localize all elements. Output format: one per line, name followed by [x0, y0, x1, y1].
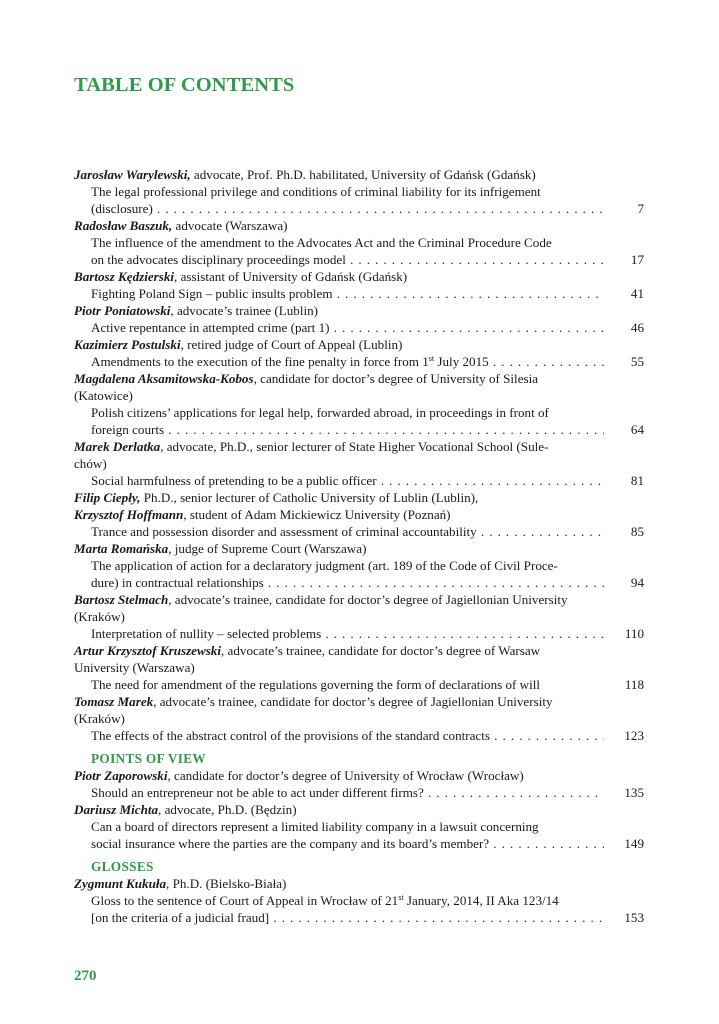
author-name: Bartosz Stelmach — [74, 592, 169, 607]
entry-title-text: Active repentance in attempted crime (part 1) . . . — [91, 320, 644, 335]
entry-page-number: 110 — [604, 625, 644, 642]
entry-title-text: social insurance where the parties are the company and its board’s member? . . . — [91, 836, 644, 851]
entry-page-number: 17 — [604, 251, 644, 268]
entry-title-line — [91, 727, 644, 744]
entry-page-number: 94 — [604, 574, 644, 591]
entry-page-number: 41 — [604, 285, 644, 302]
section-heading-points-of-view: POINTS OF VIEW — [91, 751, 207, 766]
author-name: Krzysztof Hoffmann — [74, 507, 184, 522]
entry-title-text: dure) in contractual relationships . . . — [91, 575, 644, 590]
author-name: Dariusz Michta — [74, 802, 159, 817]
entry-title-line — [91, 285, 644, 302]
toc-author — [74, 438, 644, 455]
entry-title-line — [91, 625, 644, 642]
entry-page-number: 149 — [604, 835, 644, 852]
toc-entry[interactable] — [74, 784, 644, 801]
author-name: Bartosz Kędzierski — [74, 269, 175, 284]
entry-title-text: Social harmfulness of pretending to be a public officer . . . — [91, 473, 644, 488]
author-affiliation: , advocate’s trainee (Lublin) — [170, 303, 319, 318]
author-affiliation: , assistant of University of Gdańsk (Gdańsk) — [174, 269, 408, 284]
toc-author-continued — [74, 455, 644, 472]
author-name: Jarosław Warylewski, — [74, 167, 191, 182]
entry-page-number: 153 — [604, 909, 644, 926]
entry-title-text: [on the criteria of a judicial fraud] . . . — [91, 910, 644, 925]
toc-author — [74, 801, 644, 818]
author-affiliation: advocate (Warszawa) — [172, 218, 288, 233]
author-affiliation: , advocate’s trainee, candidate for doctor’s degree of Jagiellonian University — [168, 592, 568, 607]
toc-author — [74, 875, 644, 892]
page-title: TABLE OF CONTENTS — [74, 74, 295, 96]
author-affiliation: chów) — [74, 456, 107, 471]
toc-entry[interactable] — [74, 557, 644, 591]
entry-title-text: Trance and possession disorder and assessment of criminal accountability . . . — [91, 524, 644, 539]
author-name: Filip Ciepły, — [74, 490, 141, 505]
entry-title-text: Should an entrepreneur not be able to act under different firms? . . . — [91, 785, 644, 800]
entry-title-line — [91, 574, 644, 591]
section-heading-glosses: GLOSSES — [91, 859, 154, 874]
author-affiliation: (Katowice) — [74, 388, 133, 403]
toc-entry[interactable] — [74, 319, 644, 336]
author-affiliation: Ph.D., senior lecturer of Catholic University of Lublin (Lublin), — [140, 490, 479, 505]
author-name: Marta Romańska — [74, 541, 169, 556]
author-name: Radosław Baszuk, — [74, 218, 173, 233]
author-name: Zygmunt Kukuła — [74, 876, 167, 891]
toc-entry[interactable] — [74, 625, 644, 642]
author-name: Piotr Poniatowski — [74, 303, 171, 318]
entry-title-text: Interpretation of nullity – selected problems . . . — [91, 626, 644, 641]
entry-title-line — [91, 784, 644, 801]
entry-page-number: 64 — [604, 421, 644, 438]
toc-entry[interactable] — [74, 892, 644, 926]
entry-title-line — [91, 523, 644, 540]
toc-entry[interactable] — [74, 183, 644, 217]
entry-title-line — [91, 251, 644, 268]
toc-author — [74, 217, 644, 234]
entry-title-line — [91, 421, 644, 438]
author-affiliation: , advocate’s trainee, candidate for doctor’s degree of Jagiellonian University — [153, 694, 553, 709]
author-name: Kazimierz Postulski — [74, 337, 181, 352]
page-number: 270 — [74, 968, 97, 984]
entry-title-line — [91, 353, 644, 370]
author-name: Piotr Zaporowski — [74, 768, 168, 783]
entry-title-text: Amendments to the execution of the fine penalty in force from 1st July 2015 . . . — [91, 354, 644, 369]
author-affiliation: (Kraków) — [74, 711, 125, 726]
table-of-contents — [74, 166, 644, 926]
author-name: Marek Derlatka — [74, 439, 161, 454]
entry-page-number: 7 — [604, 200, 644, 217]
entry-title-line: The legal professional privilege and conditions of criminal liability for its infrigement — [91, 184, 541, 199]
entry-title-text: foreign courts . . . — [91, 422, 644, 437]
toc-author — [74, 693, 644, 710]
author-affiliation: , candidate for doctor’s degree of University of Wrocław (Wrocław) — [167, 768, 524, 783]
author-affiliation: , Ph.D. (Bielsko-Biała) — [166, 876, 287, 891]
toc-author-continued — [74, 710, 644, 727]
entry-title-line: Can a board of directors represent a limited liability company in a lawsuit concerning — [91, 819, 539, 834]
toc-author — [74, 506, 644, 523]
toc-entry[interactable] — [74, 285, 644, 302]
entry-page-number: 135 — [604, 784, 644, 801]
toc-author — [74, 540, 644, 557]
author-affiliation: advocate, Prof. Ph.D. habilitated, University of Gdańsk (Gdańsk) — [190, 167, 536, 182]
toc-author — [74, 489, 644, 506]
entry-title-text: The effects of the abstract control of the provisions of the standard contracts . . . — [91, 728, 644, 743]
toc-author — [74, 336, 644, 353]
toc-entry[interactable] — [74, 676, 644, 693]
author-name: Tomasz Marek — [74, 694, 154, 709]
author-affiliation: , advocate’s trainee, candidate for doctor’s degree of Warsaw — [221, 643, 541, 658]
entry-page-number: 81 — [604, 472, 644, 489]
entry-title-line — [91, 835, 644, 852]
entry-title-line: The influence of the amendment to the Advocates Act and the Criminal Procedure Code — [91, 235, 552, 250]
toc-entry[interactable] — [74, 727, 644, 744]
entry-title-text: (disclosure) . . . — [91, 201, 644, 216]
toc-author — [74, 370, 644, 387]
toc-entry[interactable] — [74, 818, 644, 852]
toc-entry[interactable] — [74, 404, 644, 438]
entry-title-line: Gloss to the sentence of Court of Appeal in Wrocław of 21st January, 2014, II Aka 123/14 — [91, 893, 559, 908]
entry-title-line: The need for amendment of the regulations governing the form of declarations of will — [91, 677, 541, 692]
author-affiliation: , advocate, Ph.D. (Będzin) — [158, 802, 297, 817]
entry-page-number: 123 — [604, 727, 644, 744]
toc-author — [74, 591, 644, 608]
toc-entry[interactable] — [74, 234, 644, 268]
entry-page-number: 118 — [604, 676, 644, 693]
entry-title-line — [91, 472, 644, 489]
entry-title-line — [91, 909, 644, 926]
author-affiliation: , retired judge of Court of Appeal (Lublin) — [180, 337, 403, 352]
toc-entry[interactable] — [74, 472, 644, 489]
entry-title-line: Polish citizens’ applications for legal help, forwarded abroad, in proceedings in front of — [91, 405, 549, 420]
author-affiliation: (Kraków) — [74, 609, 125, 624]
toc-entry[interactable] — [74, 353, 644, 370]
author-affiliation: , advocate, Ph.D., senior lecturer of State Higher Vocational School (Sule- — [160, 439, 549, 454]
toc-author-continued — [74, 608, 644, 625]
entry-title-text: Fighting Poland Sign – public insults problem . . . — [91, 286, 644, 301]
entry-page-number: 85 — [604, 523, 644, 540]
entry-title-line — [91, 319, 644, 336]
toc-author-continued — [74, 387, 644, 404]
toc-author — [74, 268, 644, 285]
entry-title-text: on the advocates disciplinary proceedings model . . . — [91, 252, 644, 267]
author-affiliation: , student of Adam Mickiewicz University (Poznań) — [183, 507, 451, 522]
toc-author — [74, 302, 644, 319]
toc-author — [74, 642, 644, 659]
entry-page-number: 55 — [604, 353, 644, 370]
entry-page-number: 46 — [604, 319, 644, 336]
author-affiliation: University (Warszawa) — [74, 660, 195, 675]
author-affiliation: , judge of Supreme Court (Warszawa) — [168, 541, 367, 556]
toc-author-continued — [74, 659, 644, 676]
entry-title-line — [91, 200, 644, 217]
toc-author — [74, 166, 644, 183]
toc-entry[interactable] — [74, 523, 644, 540]
toc-author — [74, 767, 644, 784]
author-affiliation: , candidate for doctor’s degree of University of Silesia — [253, 371, 539, 386]
author-name: Magdalena Aksamitowska-Kobos — [74, 371, 254, 386]
entry-title-line: The application of action for a declaratory judgment (art. 189 of the Code of Civil Proce- — [91, 558, 558, 573]
author-name: Artur Krzysztof Kruszewski — [74, 643, 221, 658]
